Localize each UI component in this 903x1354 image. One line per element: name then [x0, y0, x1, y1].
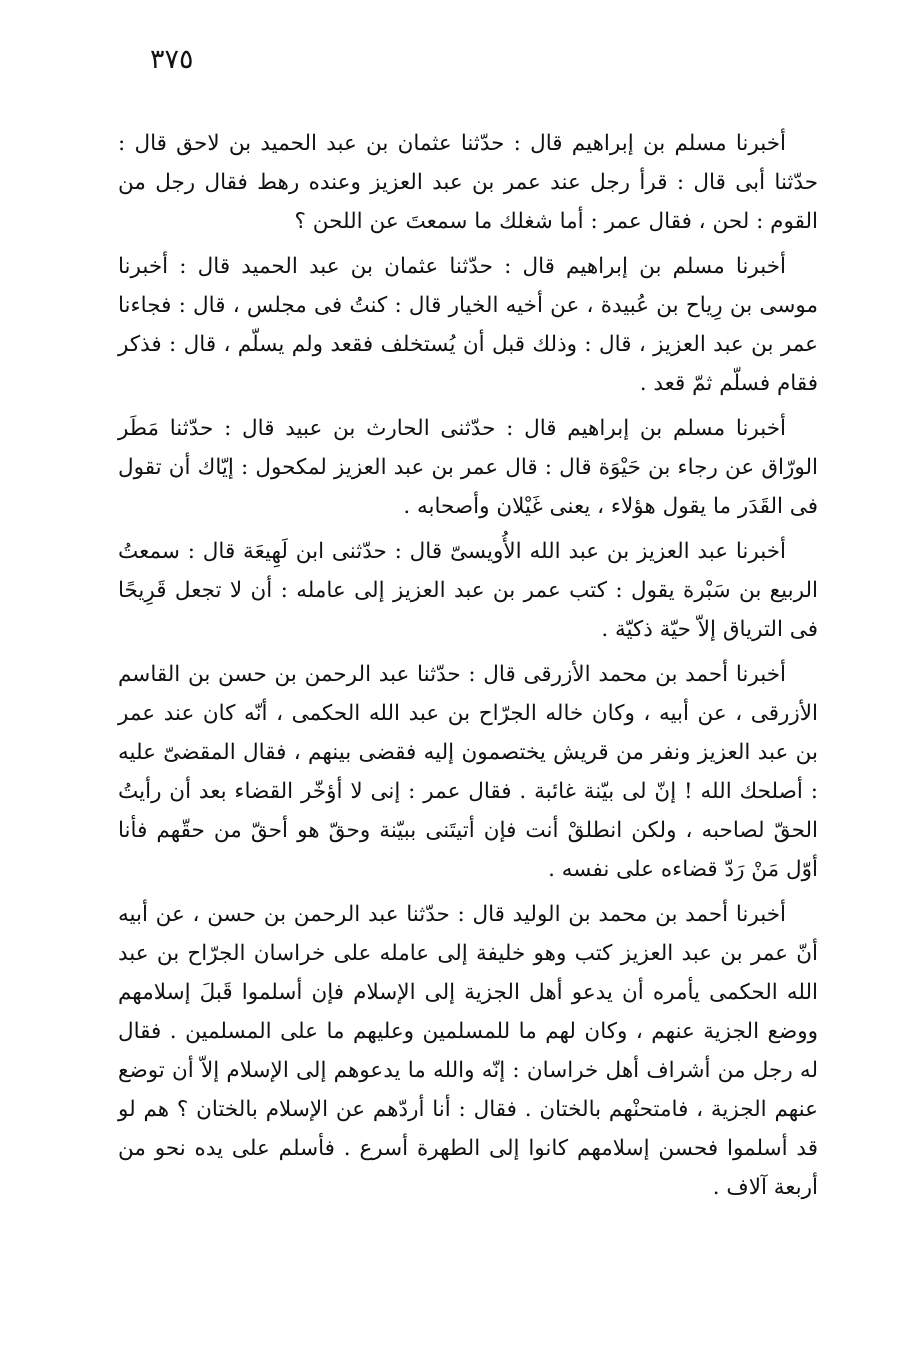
text-body — [118, 124, 818, 1213]
paragraph-3: أخبرنا مسلم بن إبراهيم قال : حدّثنى الحارث بن عبيد قال : حدّثنا مَطَر الورّاق عن رجاء بن حَيْوَة قال : قال عمر بن عبد العزيز لمكحول : إيّاك أن تقول فى القَدَر ما يقول هؤلاء ، يعنى غَيْلان وأصحابه . — [118, 416, 818, 519]
paragraph-4: أخبرنا عبد العزيز بن عبد الله الأُويسىّ قال : حدّثنى ابن لَهِيعَة قال : سمعتُ الربيع بن سَبْرة يقول : كتب عمر بن عبد العزيز إلى عامله : أن لا تجعل قَرِيحًا فى الترياق إلاّ حيّة ذكيّة . — [118, 539, 818, 642]
paragraph-2: أخبرنا مسلم بن إبراهيم قال : حدّثنا عثمان بن عبد الحميد قال : أخبرنا موسى بن رِياح بن عُبيدة ، عن أخيه الخيار قال : كنتُ فى مجلس ، قال : فجاءنا عمر بن عبد العزيز ، قال : وذلك قبل أن يُستخلف فقعد ولم يسلّم ، قال : فذكر فقام فسلّم ثمّ قعد . — [118, 254, 818, 396]
paragraph-5: أخبرنا أحمد بن محمد الأزرقى قال : حدّثنا عبد الرحمن بن حسن بن القاسم الأزرقى ، عن أبيه ، وكان خاله الجرّاح بن عبد الله الحكمى ، أنّه كان عند عمر بن عبد العزيز ونفر من قريش يختصمون إليه فقضى بينهم ، فقال المقضىّ عليه : أصلحك الله ! إنّ لى بيّنة غائبة . فقال عمر : إنى لا أؤخّر القضاء بعد أن رأيتُ الحقّ لصاحبه ، ولكن انطلقْ أنت فإن أتيتَنى ببيّنة وحقّ هو أحقّ من حقّهم فأنا أوّل مَنْ رَدّ قضاءه على نفسه . — [118, 662, 818, 882]
paragraph-6: أخبرنا أحمد بن محمد بن الوليد قال : حدّثنا عبد الرحمن بن حسن ، عن أبيه أنّ عمر بن عبد العزيز كتب وهو خليفة إلى عامله على خراسان الجرّاح بن عبد الله الحكمى يأمره أن يدعو أهل الجزية إلى الإسلام فإن أسلموا قَبلَ إسلامهم ووضع الجزية عنهم ، وكان لهم ما للمسلمين وعليهم ما على المسلمين . فقال له رجل من أشراف أهل خراسان : إنّه والله ما يدعوهم إلى الإسلام إلاّ أن توضع عنهم الجزية ، فامتحنْهم بالختان . فقال : أنا أردّهم عن الإسلام بالختان ؟ هم لو قد أسلموا فحسن إسلامهم كانوا إلى الطهرة أسرع . فأسلم على يده نحو من أربعة آلاف . — [118, 902, 818, 1200]
page-number: ٣٧٥ — [150, 44, 194, 75]
paragraph-1: أخبرنا مسلم بن إبراهيم قال : حدّثنا عثمان بن عبد الحميد بن لاحق قال : حدّثنا أبى قال : قرأ رجل عند عمر بن عبد العزيز وعنده رهط فقال رجل من القوم : لحن ، فقال عمر : أما شغلك ما سمعتَ عن اللحن ؟ — [118, 131, 818, 234]
